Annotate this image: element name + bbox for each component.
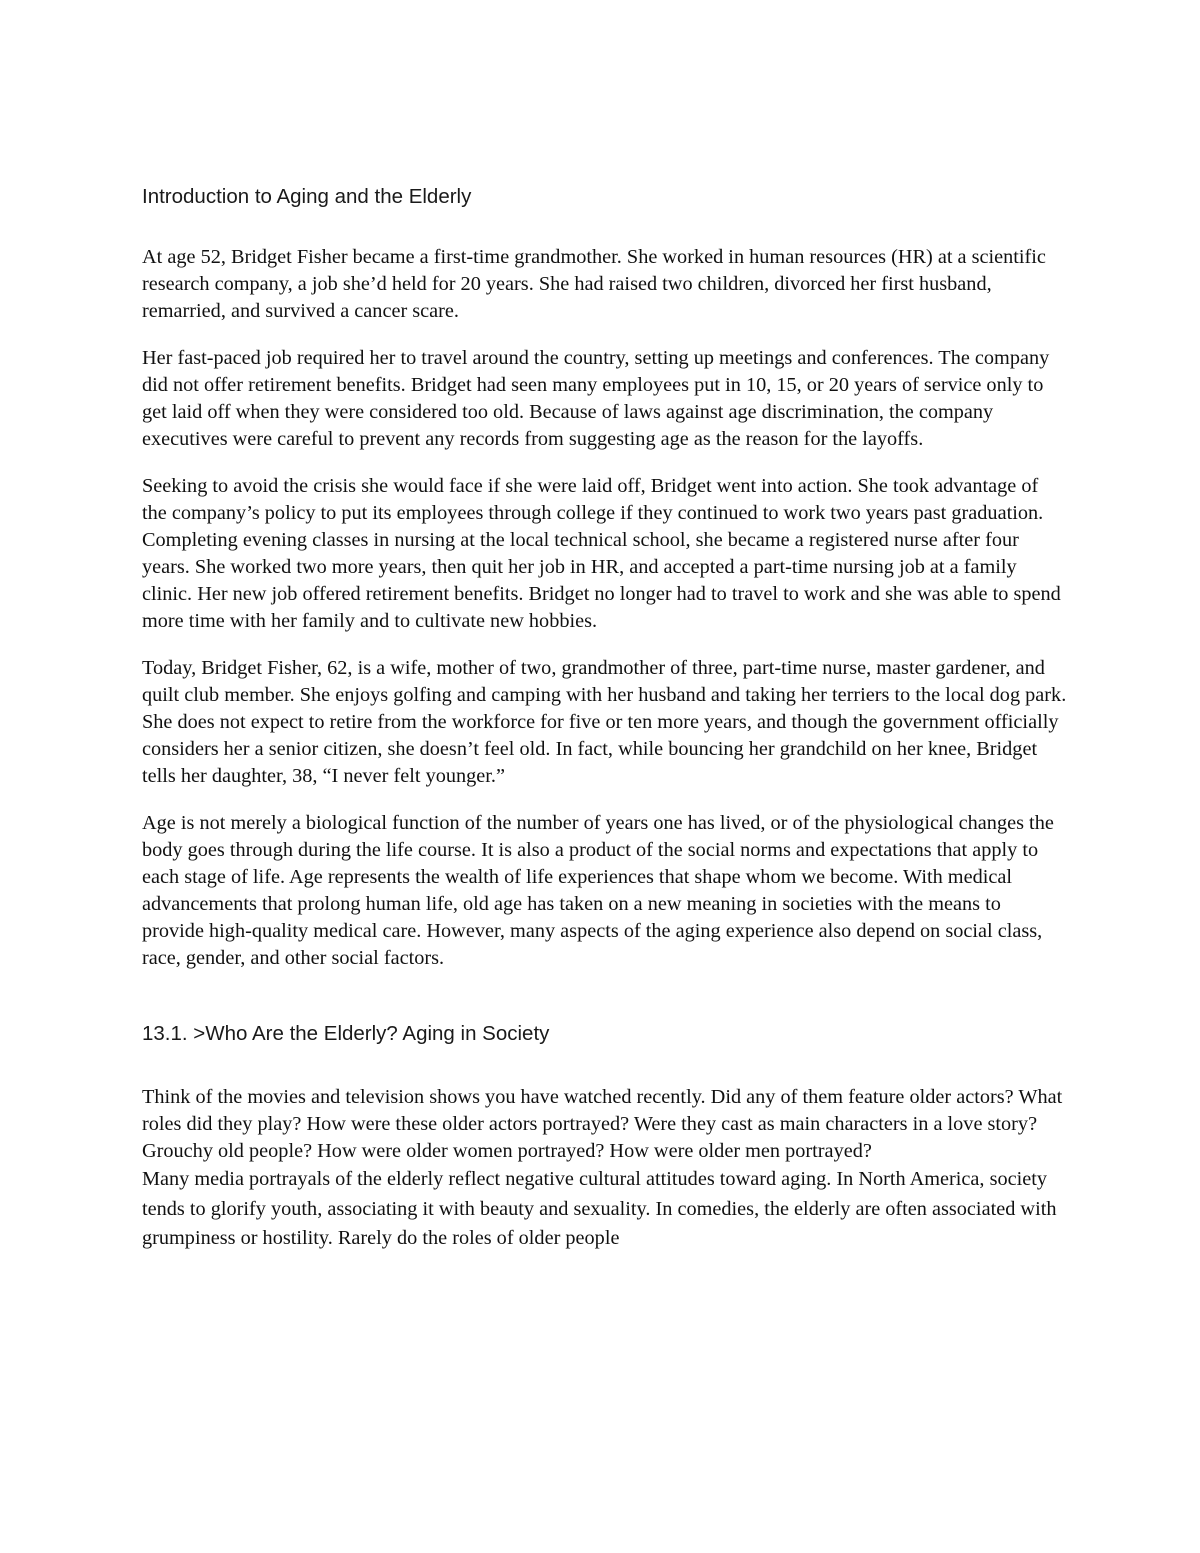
intro-paragraph-3: Seeking to avoid the crisis she would face if she were laid off, Bridget went into action. She took advantage of the company’s policy to put its employees through college if they continued to work two years past graduation. Completing evening classes in nursing at the local technical school, she became a registered nurse after four years. She worked two more years, then quit her job in HR, and accepted a part-time nursing job at a family clinic. Her new job offered retirement benefits. Bridget no longer had to travel to work and she was able to spend more time with her family and to cultivate new hobbies.: [142, 475, 1061, 632]
intro-paragraph-1: At age 52, Bridget Fisher became a first-time grandmother. She worked in human resources (HR) at a scientific research company, a job she’d held for 20 years. She had raised two children, divorced her first husband, remarried, and survived a cancer scare.: [142, 246, 1046, 322]
section-paragraph-2: Many media portrayals of the elderly reflect negative cultural attitudes toward aging. In North America, society tends to glorify youth, associating it with beauty and sexuality. In comedies, the elderly are often associated with grumpiness or hostility. Rarely do the roles of older people: [142, 1168, 1057, 1249]
section-paragraph-1: Think of the movies and television shows you have watched recently. Did any of them feature older actors? What roles did they play? How were these older actors portrayed? Were they cast as main characters in a love story? Grouchy old people? How were older women portrayed? How were older men portrayed?: [142, 1086, 1063, 1162]
document-body: [142, 183, 1067, 1254]
document-title: Introduction to Aging and the Elderly: [142, 185, 472, 208]
section-heading: 13.1. >Who Are the Elderly? Aging in Society: [142, 1022, 550, 1045]
intro-paragraph-5: Age is not merely a biological function of the number of years one has lived, or of the physiological changes the body goes through during the life course. It is also a product of the social norms and expectations that apply to each stage of life. Age represents the wealth of life experiences that shape whom we become. With medical advancements that prolong human life, old age has taken on a new meaning in societies with the means to provide high-quality medical care. However, many aspects of the aging experience also depend on social class, race, gender, and other social factors.: [142, 812, 1054, 969]
intro-paragraph-4: Today, Bridget Fisher, 62, is a wife, mother of two, grandmother of three, part-time nurse, master gardener, and quilt club member. She enjoys golfing and camping with her husband and taking her terriers to the local dog park. She does not expect to retire from the workforce for five or ten more years, and though the government officially considers her a senior citizen, she doesn’t feel old. In fact, while bouncing her grandchild on her knee, Bridget tells her daughter, 38, “I never felt younger.”: [142, 657, 1067, 787]
intro-paragraph-2: Her fast-paced job required her to travel around the country, setting up meetings and conferences. The company did not offer retirement benefits. Bridget had seen many employees put in 10, 15, or 20 years of service only to get laid off when they were considered too old. Because of laws against age discrimination, the company executives were careful to prevent any records from suggesting age as the reason for the layoffs.: [142, 347, 1050, 450]
